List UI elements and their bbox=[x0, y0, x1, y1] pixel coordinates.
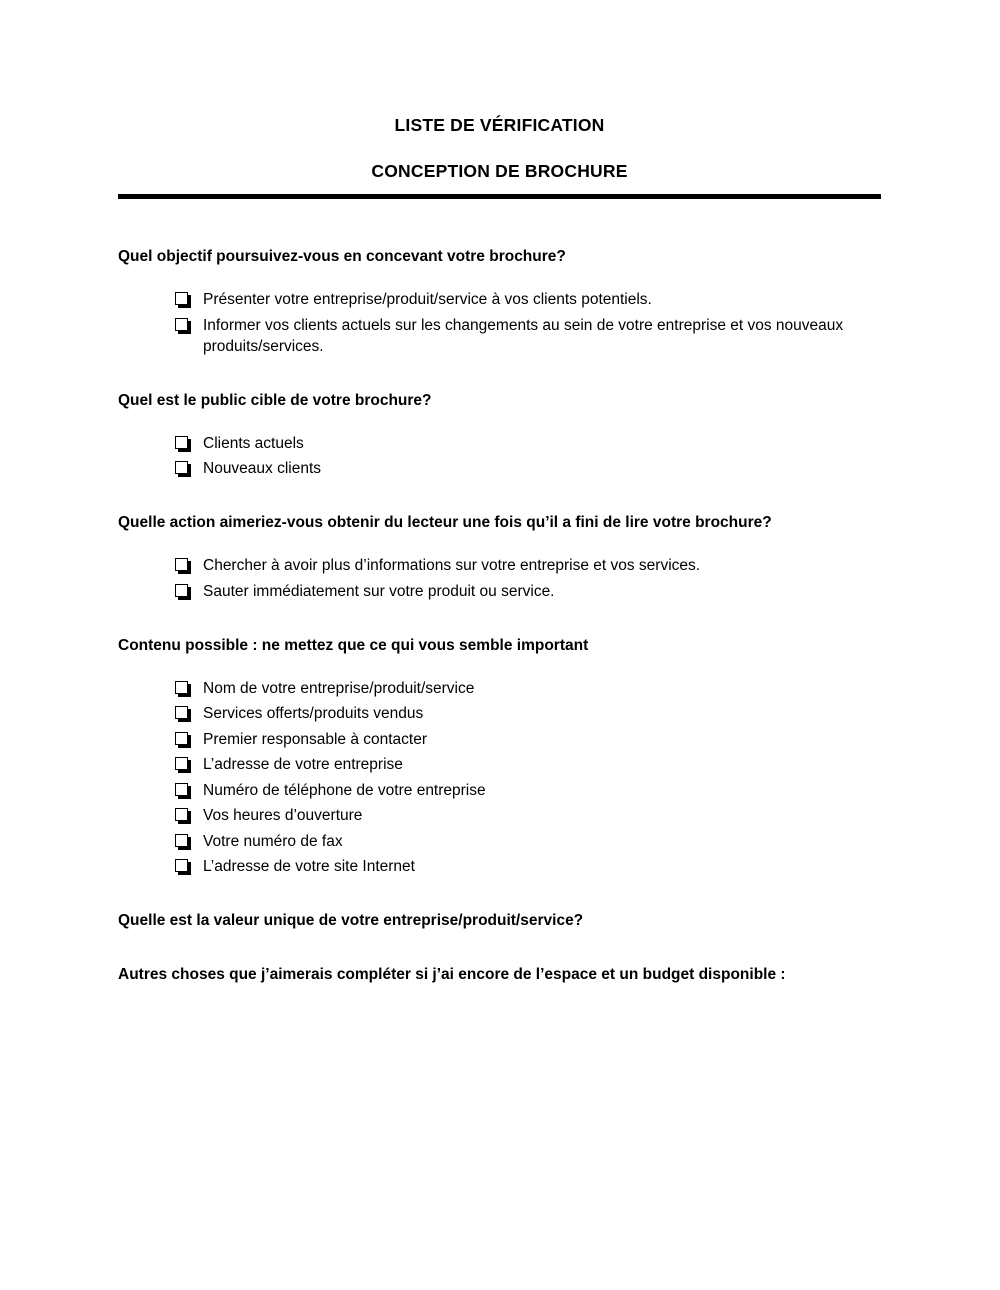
checkbox-icon[interactable] bbox=[175, 558, 188, 571]
checklist-item bbox=[118, 581, 881, 602]
section-heading: Quel est le public cible de votre brochure? bbox=[118, 391, 432, 409]
section-objectif bbox=[118, 246, 881, 357]
checklist-item bbox=[118, 856, 881, 877]
checklist bbox=[118, 678, 881, 878]
section-heading: Quelle est la valeur unique de votre entreprise/produit/service? bbox=[118, 912, 584, 929]
checklist-item bbox=[118, 289, 881, 310]
title-divider-rule bbox=[118, 194, 881, 199]
checklist-item-label: Premier responsable à contacter bbox=[203, 730, 428, 748]
checklist-item-label: Chercher à avoir plus d’informations sur votre entreprise et vos services. bbox=[203, 557, 701, 574]
checklist-item bbox=[118, 703, 881, 724]
checkbox-icon[interactable] bbox=[175, 808, 188, 821]
checkbox-icon[interactable] bbox=[175, 757, 188, 770]
checklist-item-label: Présenter votre entreprise/produit/service à vos clients potentiels. bbox=[203, 291, 652, 308]
checklist bbox=[118, 289, 881, 357]
checklist-item-label: Nouveaux clients bbox=[203, 460, 322, 477]
checklist-item-label: Nom de votre entreprise/produit/service bbox=[203, 679, 475, 697]
checklist-item-label: Informer vos clients actuels sur les changements au sein de votre entreprise et vos nouveaux produits/services. bbox=[203, 316, 844, 355]
checklist-item bbox=[118, 555, 881, 576]
checkbox-icon[interactable] bbox=[175, 461, 188, 474]
checklist-item bbox=[118, 678, 881, 699]
checklist-item bbox=[118, 831, 881, 852]
checklist-item-label: Votre numéro de fax bbox=[203, 832, 343, 850]
checklist-item bbox=[118, 315, 881, 357]
checklist-item-label: L’adresse de votre site Internet bbox=[203, 858, 415, 875]
checklist-item-label: Services offerts/produits vendus bbox=[203, 705, 424, 722]
checkbox-icon[interactable] bbox=[175, 859, 188, 872]
section-autres-choses bbox=[118, 964, 881, 985]
section-heading: Quel objectif poursuivez-vous en concevant votre brochure? bbox=[118, 248, 566, 265]
section-public-cible bbox=[118, 390, 881, 480]
section-valeur-unique bbox=[118, 910, 881, 931]
checklist-item-label: L’adresse de votre entreprise bbox=[203, 756, 403, 773]
checkbox-icon[interactable] bbox=[175, 436, 188, 449]
checkbox-icon[interactable] bbox=[175, 783, 188, 796]
section-action-lecteur bbox=[118, 512, 881, 602]
title-block bbox=[118, 116, 881, 199]
document-subtitle: CONCEPTION DE BROCHURE bbox=[371, 161, 628, 181]
checklist-item-label: Numéro de téléphone de votre entreprise bbox=[203, 781, 486, 799]
checklist-item bbox=[118, 754, 881, 775]
checkbox-icon[interactable] bbox=[175, 318, 188, 331]
checkbox-icon[interactable] bbox=[175, 706, 188, 719]
checklist-item bbox=[118, 780, 881, 801]
section-contenu-possible bbox=[118, 635, 881, 878]
checklist-item-label: Sauter immédiatement sur votre produit ou service. bbox=[203, 582, 555, 600]
checklist-item-label: Vos heures d’ouverture bbox=[203, 807, 363, 824]
checklist bbox=[118, 433, 881, 480]
section-heading: Contenu possible : ne mettez que ce qui vous semble important bbox=[118, 636, 589, 654]
checkbox-icon[interactable] bbox=[175, 834, 188, 847]
checklist-item bbox=[118, 805, 881, 826]
section-heading: Autres choses que j’aimerais compléter si j’ai encore de l’espace et un budget disponible : bbox=[118, 966, 786, 983]
checkbox-icon[interactable] bbox=[175, 584, 188, 597]
checkbox-icon[interactable] bbox=[175, 681, 188, 694]
checklist-item bbox=[118, 433, 881, 454]
checkbox-icon[interactable] bbox=[175, 732, 188, 745]
section-heading: Quelle action aimeriez-vous obtenir du lecteur une fois qu’il a fini de lire votre brochure? bbox=[118, 514, 772, 531]
checklist-item bbox=[118, 458, 881, 479]
checklist bbox=[118, 555, 881, 602]
checkbox-icon[interactable] bbox=[175, 292, 188, 305]
checklist-item-label: Clients actuels bbox=[203, 434, 304, 452]
checklist-item bbox=[118, 729, 881, 750]
document-title: LISTE DE VÉRIFICATION bbox=[394, 115, 605, 135]
